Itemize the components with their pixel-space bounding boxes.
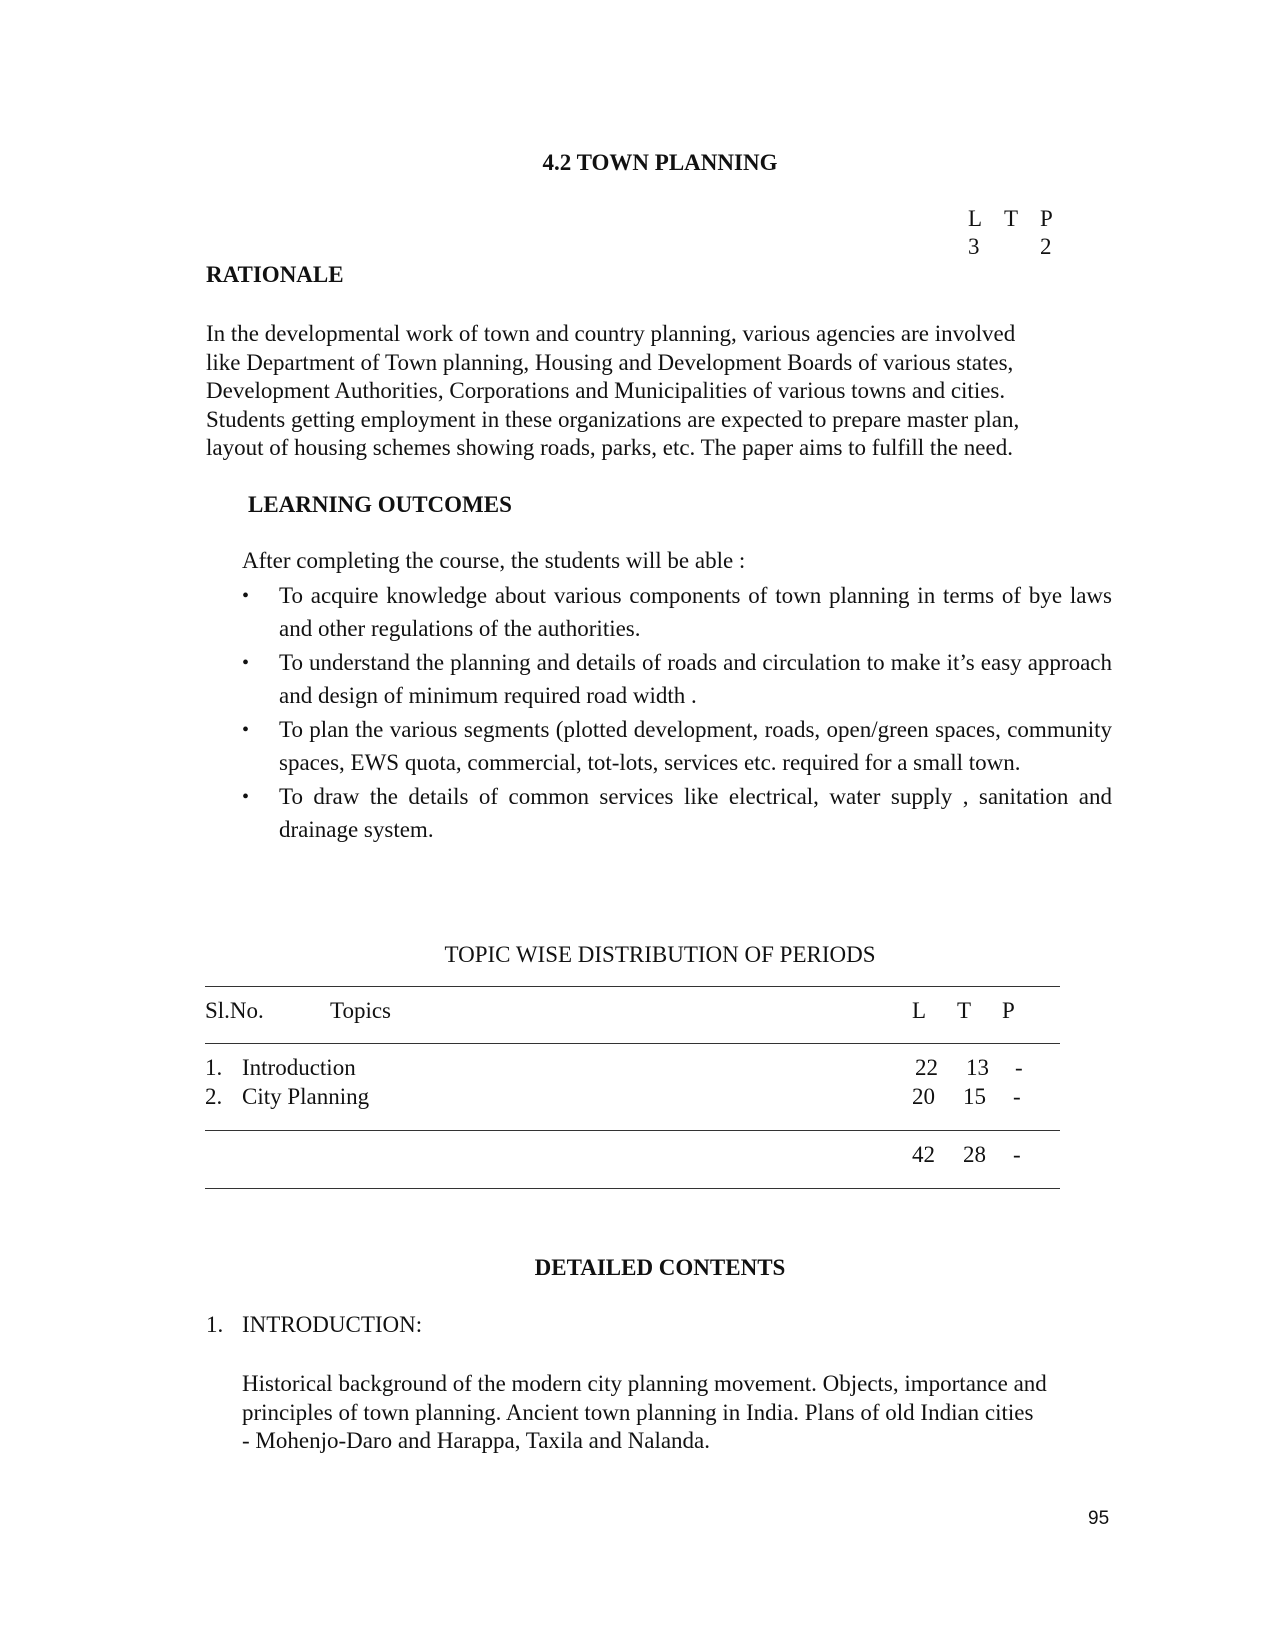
rationale-line: In the developmental work of town and country planning, various agencies are involved: [206, 321, 1016, 346]
row-l-value: 20: [912, 1084, 935, 1109]
outcome-text: To understand the planning and details of roads and circulation to make it’s easy approach and design of minimum required road width .: [279, 650, 1112, 708]
row-topic: City Planning: [242, 1084, 370, 1109]
rationale-heading: RATIONALE: [206, 262, 344, 287]
detailed-contents-heading: DETAILED CONTENTS: [534, 1255, 786, 1280]
total-t-value: 28: [963, 1142, 986, 1167]
ltp-value-p: 2: [1040, 234, 1052, 259]
row-p-value: -: [1015, 1055, 1023, 1080]
bullet-icon: •: [242, 786, 250, 808]
ltp-values: [968, 234, 1076, 260]
row-t-value: 13: [966, 1055, 989, 1080]
rationale-paragraph: [206, 320, 1106, 463]
row-t-value: 15: [963, 1084, 986, 1109]
section-body-line: Historical background of the modern city planning movement. Objects, importance and: [242, 1371, 1047, 1396]
learning-outcomes-heading: LEARNING OUTCOMES: [248, 492, 512, 517]
section-body: [242, 1370, 1142, 1456]
ltp-header: [968, 206, 1076, 232]
rationale-line: layout of housing schemes showing roads, parks, etc. The paper aims to fulfill the need.: [206, 435, 1013, 460]
list-item: [242, 781, 1112, 846]
outcome-text: To acquire knowledge about various components of town planning in terms of bye laws and other regulations of the authorities.: [279, 583, 1112, 641]
row-l-value: 22: [915, 1055, 938, 1080]
rationale-line: Development Authorities, Corporations and Municipalities of various towns and cities.: [206, 378, 1006, 403]
column-header-sl-no: Sl.No.: [205, 998, 264, 1023]
table-rule-header: [205, 1043, 1060, 1044]
section-body-line: principles of town planning. Ancient town planning in India. Plans of old Indian cities: [242, 1399, 1034, 1425]
page-number: 95: [1088, 1508, 1110, 1529]
bullet-icon: •: [242, 719, 250, 741]
distribution-title: TOPIC WISE DISTRIBUTION OF PERIODS: [444, 942, 876, 967]
ltp-header-p: P: [1040, 206, 1053, 231]
outcome-text: To plan the various segments (plotted development, roads, open/green spaces, community spaces, EWS quota, commercial, tot-lots, services etc. required for a small town.: [279, 717, 1112, 775]
ltp-header-t: T: [1004, 206, 1019, 231]
table-rule-totals: [205, 1188, 1060, 1189]
section-title: INTRODUCTION:: [242, 1312, 423, 1337]
row-topic: Introduction: [242, 1055, 356, 1080]
rationale-line: like Department of Town planning, Housing and Development Boards of various states,: [206, 349, 1014, 375]
column-header-l: L: [912, 998, 927, 1023]
learning-outcomes-intro: After completing the course, the students will be able :: [242, 548, 746, 573]
section-body-line: - Mohenjo-Daro and Harappa, Taxila and Nalanda.: [242, 1428, 711, 1453]
list-item: [242, 714, 1112, 779]
row-sl-no: 1.: [205, 1055, 223, 1080]
outcome-text: To draw the details of common services like electrical, water supply , sanitation and drainage system.: [279, 784, 1112, 842]
page-title: 4.2 TOWN PLANNING: [542, 150, 778, 175]
column-header-p: P: [1002, 998, 1015, 1023]
table-rule-top: [205, 986, 1060, 987]
bullet-icon: •: [242, 585, 250, 607]
list-item: [242, 647, 1112, 712]
rationale-line: Students getting employment in these organizations are expected to prepare master plan,: [206, 406, 1020, 432]
list-item: [242, 580, 1112, 645]
ltp-header-l: L: [968, 206, 983, 231]
learning-outcomes-list: [242, 580, 1112, 848]
column-header-topics: Topics: [330, 998, 391, 1023]
column-header-t: T: [957, 998, 972, 1023]
ltp-value-l: 3: [968, 234, 980, 259]
row-p-value: -: [1013, 1084, 1021, 1109]
bullet-icon: •: [242, 652, 250, 674]
table-rule-bottom: [205, 1130, 1060, 1131]
row-sl-no: 2.: [205, 1084, 223, 1109]
section-number: 1.: [206, 1312, 224, 1337]
total-p-value: -: [1013, 1142, 1021, 1167]
total-l-value: 42: [912, 1142, 935, 1167]
